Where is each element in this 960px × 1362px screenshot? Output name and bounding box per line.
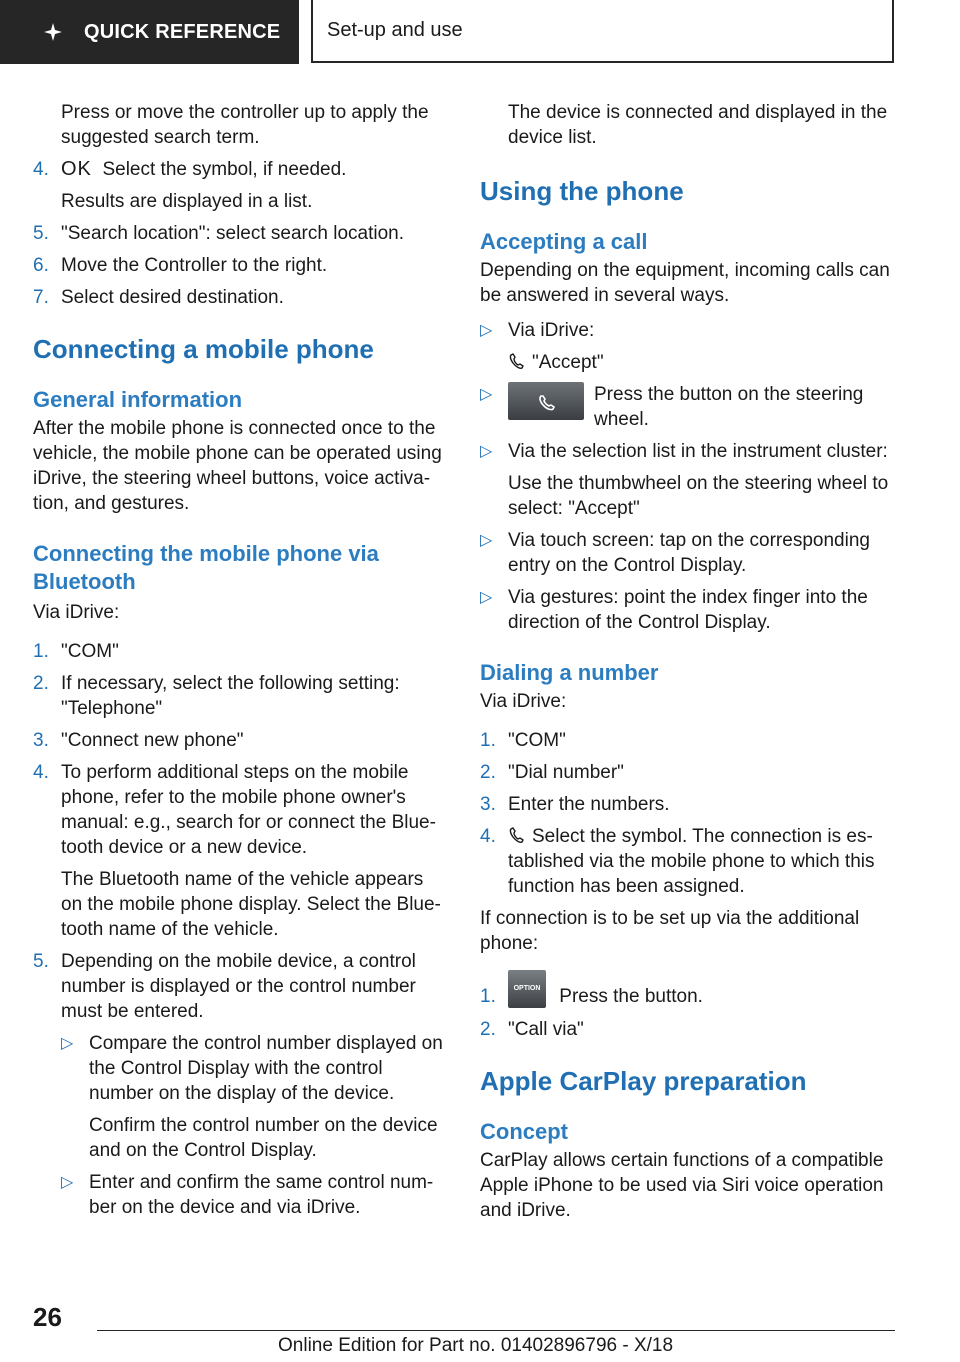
triangle-bullet-icon: ▷ xyxy=(480,532,493,549)
phone-handset-icon xyxy=(508,827,526,845)
step-text: Select the symbol, if needed. xyxy=(102,159,347,180)
list-item xyxy=(480,824,900,899)
bullet-item xyxy=(480,318,900,343)
bullet-item xyxy=(480,528,900,578)
page-number: 26 xyxy=(33,1302,62,1332)
step-text: "Connect new phone" xyxy=(61,730,244,751)
step-number: 7. xyxy=(33,287,49,308)
footer-edition: Online Edition for Part no. 01402896796 - X/18 xyxy=(278,1335,674,1356)
heading-apple-carplay: Apple CarPlay preparation xyxy=(480,1066,807,1096)
list-item xyxy=(33,639,448,664)
step-text: Press the button. xyxy=(559,986,703,1007)
bullet-item xyxy=(61,1031,448,1106)
step-text: Enter the numbers. xyxy=(508,794,670,815)
step-text: Move the Controller to the right. xyxy=(61,255,328,276)
triangle-bullet-icon: ▷ xyxy=(480,589,493,606)
heading-general-information: General information xyxy=(33,387,243,412)
step-text: "Call via" xyxy=(508,1019,584,1040)
bullet-text: Via the selection list in the instrument cluster: xyxy=(508,441,888,462)
heading-connecting-mobile-phone: Connecting a mobile phone xyxy=(33,334,374,364)
bullet-item xyxy=(61,1170,448,1220)
step-number: 2. xyxy=(480,1019,496,1040)
bullet-item xyxy=(480,439,900,464)
steering-wheel-phone-button xyxy=(508,382,584,420)
step-number: 4. xyxy=(33,762,49,783)
triangle-bullet-icon: ▷ xyxy=(61,1035,74,1052)
bluetooth-name-note: The Bluetooth name of the vehicle appears on the mobile phone display. Select the Blue-tooth name of the vehicle. xyxy=(61,869,441,940)
list-item xyxy=(480,792,900,817)
step-number: 4. xyxy=(33,159,49,180)
additional-phone-paragraph: If connection is to be set up via the additional phone: xyxy=(480,908,860,954)
step-text: Select desired destination. xyxy=(61,287,284,308)
bullet-text: Compare the control number displayed on the Control Display with the control number on the display of the device. xyxy=(89,1033,443,1104)
step-text: "Dial number" xyxy=(508,762,624,783)
triangle-bullet-icon: ▷ xyxy=(480,386,493,403)
general-paragraph: After the mobile phone is connected once to the vehicle, the mobile phone can be operated using iDrive, the steering wheel buttons, voice activa-tion, and gestures. xyxy=(33,418,442,514)
list-item xyxy=(33,760,448,860)
triangle-bullet-icon: ▷ xyxy=(480,443,493,460)
list-item-step7 xyxy=(33,285,448,310)
step-number: 5. xyxy=(33,951,49,972)
sparkle-star-icon xyxy=(42,20,66,44)
list-item-step6 xyxy=(33,253,448,278)
step-text: If necessary, select the following setting: "Telephone" xyxy=(61,673,400,719)
accept-note xyxy=(480,350,900,375)
step-text: "COM" xyxy=(61,641,119,662)
footer-divider xyxy=(97,1330,895,1331)
bullet-text: Press the button on the steering wheel. xyxy=(594,384,864,430)
phone-handset-icon xyxy=(508,353,526,371)
heading-dialing-number: Dialing a number xyxy=(480,660,659,685)
accept-label: "Accept" xyxy=(532,352,604,373)
confirm-note: Confirm the control number on the device and on the Control Display. xyxy=(89,1115,438,1161)
heading-concept: Concept xyxy=(480,1119,568,1144)
quick-reference-label: QUICK REFERENCE xyxy=(84,20,281,43)
step4-result: Results are displayed in a list. xyxy=(61,191,313,212)
step-number: 5. xyxy=(33,223,49,244)
triangle-bullet-icon: ▷ xyxy=(480,322,493,339)
section-label: Set-up and use xyxy=(327,19,463,41)
heading-accepting-call: Accepting a call xyxy=(480,229,648,254)
device-connected-paragraph: The device is connected and displayed in the device list. xyxy=(508,102,888,148)
via-idrive-label: Via iDrive: xyxy=(33,602,120,623)
via-idrive-label: Via iDrive: xyxy=(480,691,567,712)
bullet-text: Via gestures: point the index finger into the direction of the Control Display. xyxy=(508,587,868,633)
triangle-bullet-icon: ▷ xyxy=(61,1174,74,1191)
list-item xyxy=(33,728,448,753)
list-item-step5 xyxy=(33,221,448,246)
left-column xyxy=(33,100,448,1220)
section-tab[interactable] xyxy=(311,0,894,63)
bullet-text: Via iDrive: xyxy=(508,320,595,341)
heading-bluetooth: Connecting the mobile phone via Bluetooth xyxy=(33,541,379,594)
top-header xyxy=(0,0,960,66)
concept-paragraph: CarPlay allows certain functions of a compatible Apple iPhone to be used via Siri voice operation and iDrive. xyxy=(480,1150,884,1221)
bullet-text: Enter and confirm the same control num-ber on the device and via iDrive. xyxy=(89,1172,434,1218)
step-number: 2. xyxy=(33,673,49,694)
thumbwheel-note: Use the thumbwheel on the steering wheel to select: "Accept" xyxy=(508,473,889,519)
list-item-step4 xyxy=(33,157,448,182)
quick-reference-tab[interactable] xyxy=(0,0,299,64)
step-text: Select the symbol. The connection is es-tablished via the mobile phone to which this function has been assigned. xyxy=(508,826,875,897)
list-item xyxy=(480,760,900,785)
step-number: 2. xyxy=(480,762,496,783)
heading-using-phone: Using the phone xyxy=(480,176,684,206)
list-item xyxy=(480,728,900,753)
control-number-bullets xyxy=(33,1031,448,1220)
step-number: 4. xyxy=(480,826,496,847)
step-number: 3. xyxy=(480,794,496,815)
list-item xyxy=(480,1017,900,1042)
step-number: 6. xyxy=(33,255,49,276)
step-text: "COM" xyxy=(508,730,566,751)
right-column xyxy=(480,100,900,1223)
step-number: 1. xyxy=(480,986,496,1007)
step-text: "Search location": select search location. xyxy=(61,223,405,244)
list-item xyxy=(480,970,900,1010)
intro-paragraph: Press or move the controller up to apply the suggested search term. xyxy=(61,102,429,148)
bullet-item xyxy=(480,585,900,635)
bullet-text: Via touch screen: tap on the corresponding entry on the Control Display. xyxy=(508,530,870,576)
list-item xyxy=(33,671,448,721)
bullet-item xyxy=(480,382,900,432)
step-number: 3. xyxy=(33,730,49,751)
step-number: 1. xyxy=(33,641,49,662)
option-button-icon: OPTION xyxy=(508,970,546,1008)
step-text: To perform additional steps on the mobile phone, refer to the mobile phone owner's manual: e.g., search for or connect the Blue-tooth device or a new device. xyxy=(61,762,436,858)
ok-symbol-icon: OK xyxy=(61,158,92,180)
step-number: 1. xyxy=(480,730,496,751)
list-item xyxy=(33,949,448,1024)
step-text: Depending on the mobile device, a control number is displayed or the control number must be entered. xyxy=(61,951,416,1022)
phone-handset-icon xyxy=(508,382,584,420)
accepting-paragraph: Depending on the equipment, incoming calls can be answered in several ways. xyxy=(480,260,890,306)
